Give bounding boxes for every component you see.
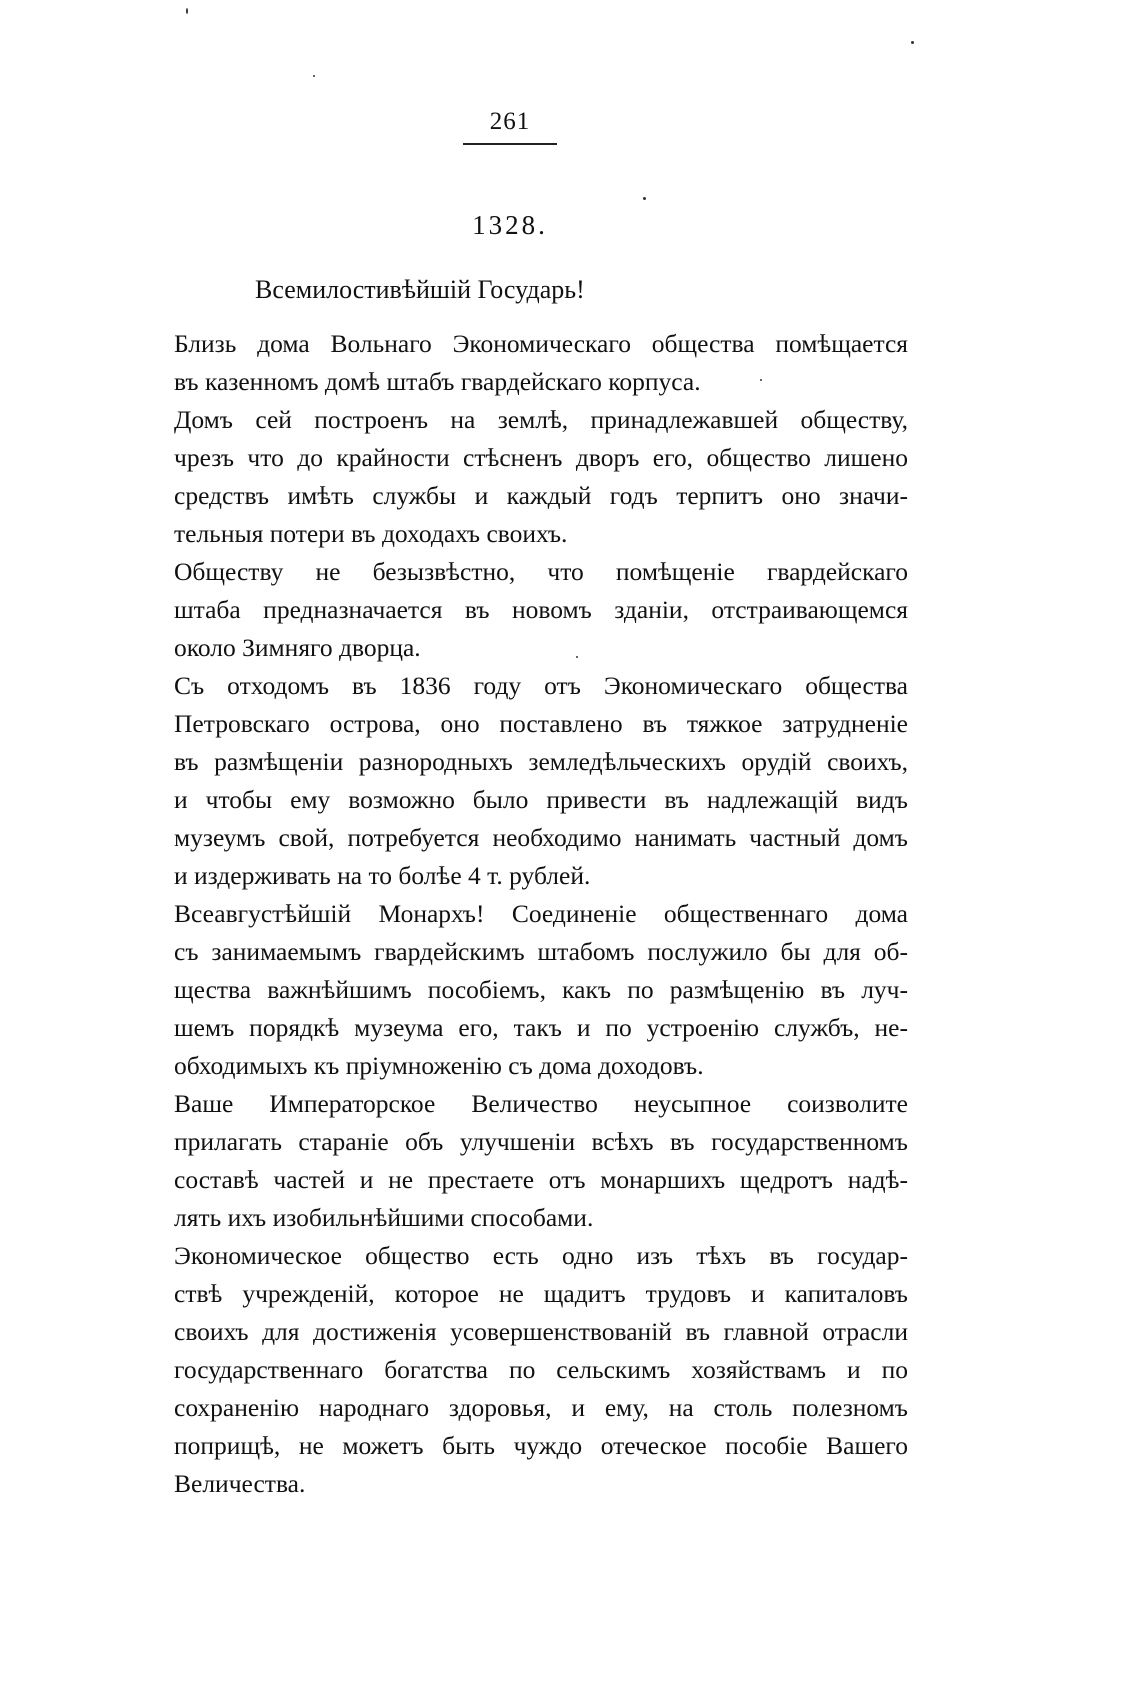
text-line: составѣ частей и не престаете отъ монаршихъ щедротъ надѣ- [174, 1165, 908, 1194]
text-line: около Зимняго дворца. [174, 633, 421, 662]
text-line: Ваше Императорское Величество неусыпное соизволите [174, 1089, 908, 1118]
paragraph-6 [118, 1085, 908, 1237]
text-line: лять ихъ изобильнѣйшими способами. [174, 1203, 594, 1232]
document-number: 1328. [472, 210, 548, 240]
text-line: Съ отходомъ въ 1836 году отъ Экономическаго общества [174, 671, 908, 700]
scan-speck [313, 75, 315, 77]
text-line: Всеавгустѣйшій Монархъ! Соединеніе общественнаго дома [174, 899, 908, 928]
text-line: Домъ сей построенъ на землѣ, принадлежавшей обществу, [174, 405, 908, 434]
scan-speck [576, 656, 578, 658]
text-line: въ казенномъ домѣ штабъ гвардейскаго корпуса. [174, 367, 701, 396]
text-line: съ занимаемымъ гвардейскимъ штабомъ послужило бы для об- [174, 937, 908, 966]
scan-speck [760, 379, 762, 381]
paragraph-7 [118, 1237, 908, 1503]
page-number: 261 [489, 108, 531, 135]
text-line: и чтобы ему возможно было привести въ надлежащій видъ [174, 785, 908, 814]
text-line: въ размѣщеніи разнородныхъ земледѣльческихъ орудій своихъ, [174, 747, 908, 776]
letter-body [118, 325, 908, 1503]
text-line: шемъ порядкѣ музеума его, такъ и по устроенію службъ, не- [174, 1013, 908, 1042]
text-line: и издерживать на то болѣе 4 т. рублей. [174, 861, 591, 890]
paragraph-1 [118, 325, 908, 401]
text-line: Близь дома Вольнаго Экономическаго общества помѣщается [174, 329, 908, 358]
text-line: музеумъ свой, потребуется необходимо нанимать частный домъ [174, 823, 908, 852]
text-line: ствѣ учрежденій, которое не щадитъ трудовъ и капиталовъ [174, 1279, 908, 1308]
text-line: Обществу не безызвѣстно, что помѣщеніе гвардейскаго [174, 557, 908, 586]
text-line: прилагать стараніе объ улучшеніи всѣхъ въ государственномъ [174, 1127, 908, 1156]
paragraph-5 [118, 895, 908, 1085]
text-line: штаба предназначается въ новомъ зданіи, отстраивающемся [174, 595, 908, 624]
text-line: Петровскаго острова, оно поставлено въ тяжкое затрудненіе [174, 709, 908, 738]
text-line: чрезъ что до крайности стѣсненъ дворъ его, общество лишено [174, 443, 908, 472]
paragraph-3 [118, 553, 908, 667]
paragraph-2 [118, 401, 908, 553]
scan-speck [911, 41, 914, 44]
text-line: Экономическое общество есть одно изъ тѣхъ въ государ- [174, 1241, 908, 1270]
text-line: Величества. [174, 1469, 306, 1498]
scan-speck [643, 197, 646, 200]
page-number-rule [463, 143, 557, 145]
paragraph-4 [118, 667, 908, 895]
text-line: тельныя потери въ доходахъ своихъ. [174, 519, 568, 548]
text-line: средствъ имѣть службы и каждый годъ терпитъ оно значи- [174, 481, 908, 510]
text-line: государственнаго богатства по сельскимъ хозяйствамъ и по [174, 1355, 908, 1384]
text-line: поприщѣ, не можетъ быть чуждо отеческое пособіе Вашего [174, 1431, 908, 1460]
scan-speck [186, 8, 188, 14]
salutation: Всемилостивѣйшій Государь! [255, 275, 585, 304]
text-line: сохраненію народнаго здоровья, и ему, на столь полезномъ [174, 1393, 908, 1422]
text-line: щества важнѣйшимъ пособіемъ, какъ по размѣщенію въ луч- [174, 975, 908, 1004]
text-line: своихъ для достиженія усовершенствованій въ главной отрасли [174, 1317, 908, 1346]
text-line: обходимыхъ къ пріумноженію съ дома доходовъ. [174, 1051, 704, 1080]
